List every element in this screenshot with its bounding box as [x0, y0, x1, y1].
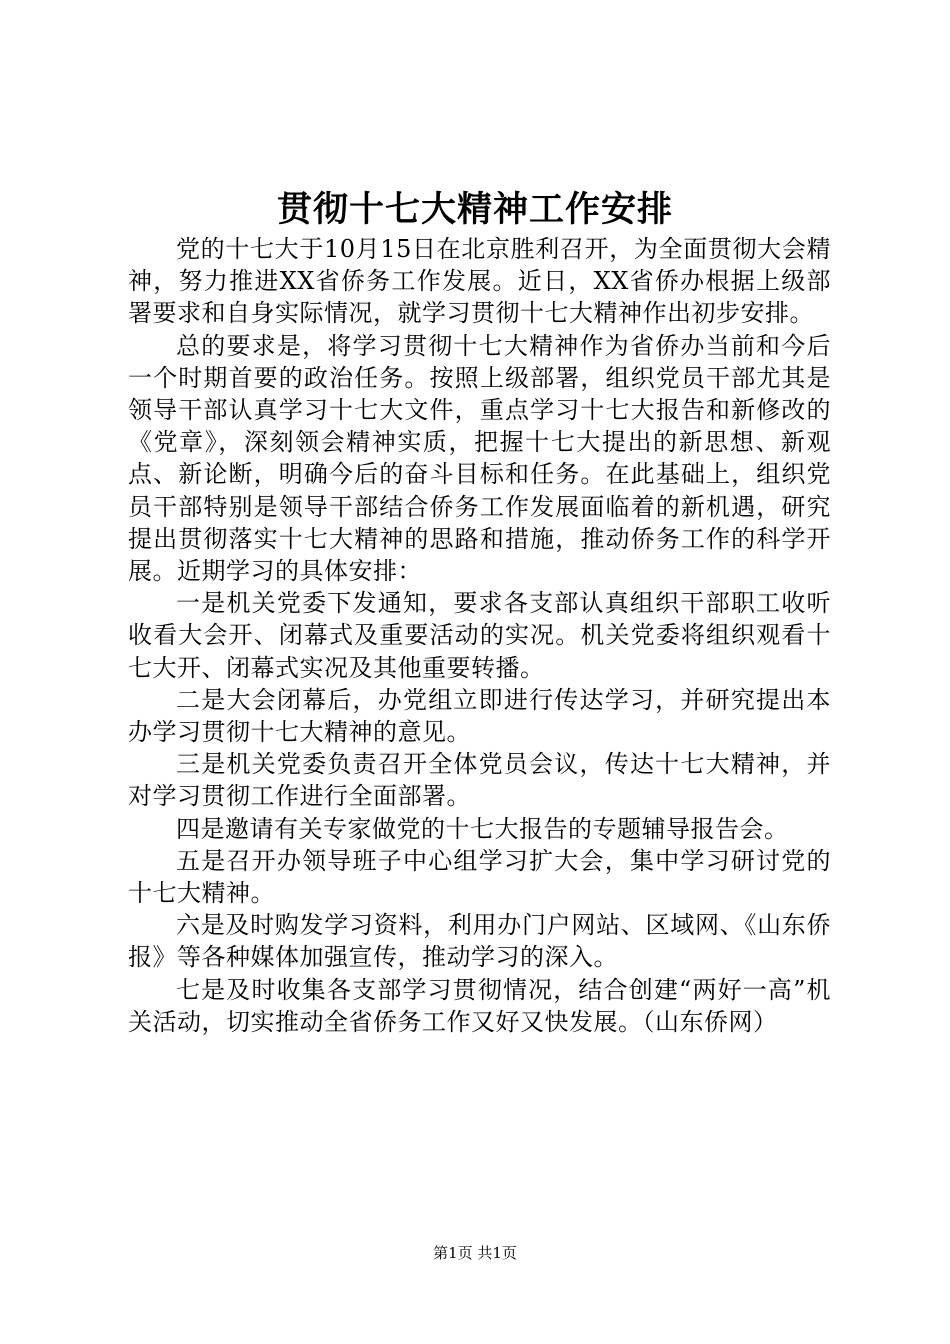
document-title: 贯彻十七大精神工作安排 — [276, 189, 673, 230]
page-number-footer: 第1页 共1页 — [433, 1244, 517, 1262]
paragraph-7: 五是召开办领导班子中心组学习扩大会，集中学习研讨党的十七大精神。 — [128, 846, 831, 908]
document-body — [128, 233, 831, 1038]
paragraph-6: 四是邀请有关专家做党的十七大报告的专题辅导报告会。 — [176, 814, 789, 843]
paragraph-4: 二是大会闭幕后，办党组立即进行传达学习，并研究提出本办学习贯彻十七大精神的意见。 — [128, 685, 831, 747]
paragraph-1: 党的十七大于10月15日在北京胜利召开，为全面贯彻大会精神，努力推进XX省侨务工作发展。近日，XX省侨办根据上级部署要求和自身实际情况，就学习贯彻十七大精神作出初步安排。 — [128, 235, 831, 328]
paragraph-3: 一是机关党委下发通知，要求各支部认真组织干部职工收听收看大会开、闭幕式及重要活动的实况。机关党委将组织观看十七大开、闭幕式实况及其他重要转播。 — [128, 589, 831, 682]
paragraph-2: 总的要求是，将学习贯彻十七大精神作为省侨办当前和今后一个时期首要的政治任务。按照上级部署，组织党员干部尤其是领导干部认真学习十七大文件，重点学习十七大报告和新修改的《党章》，深刻领会精神实质，把握十七大提出的新思想、新观点、新论断，明确今后的奋斗目标和任务。在此基础上，组织党员干部特别是领导干部结合侨务工作发展面临着的新机遇，研究提出贯彻落实十七大精神的思路和措施，推动侨务工作的科学开展。近期学习的具体安排： — [128, 331, 831, 586]
paragraph-5: 三是机关党委负责召开全体党员会议，传达十七大精神，并对学习贯彻工作进行全面部署。 — [128, 750, 831, 811]
paragraph-9: 七是及时收集各支部学习贯彻情况，结合创建“两好一高”机关活动，切实推动全省侨务工作又好又快发展。（山东侨网） — [128, 975, 831, 1036]
paragraph-8: 六是及时购发学习资料，利用办门户网站、区域网、《山东侨报》等各种媒体加强宣传，推动学习的深入。 — [128, 911, 831, 972]
